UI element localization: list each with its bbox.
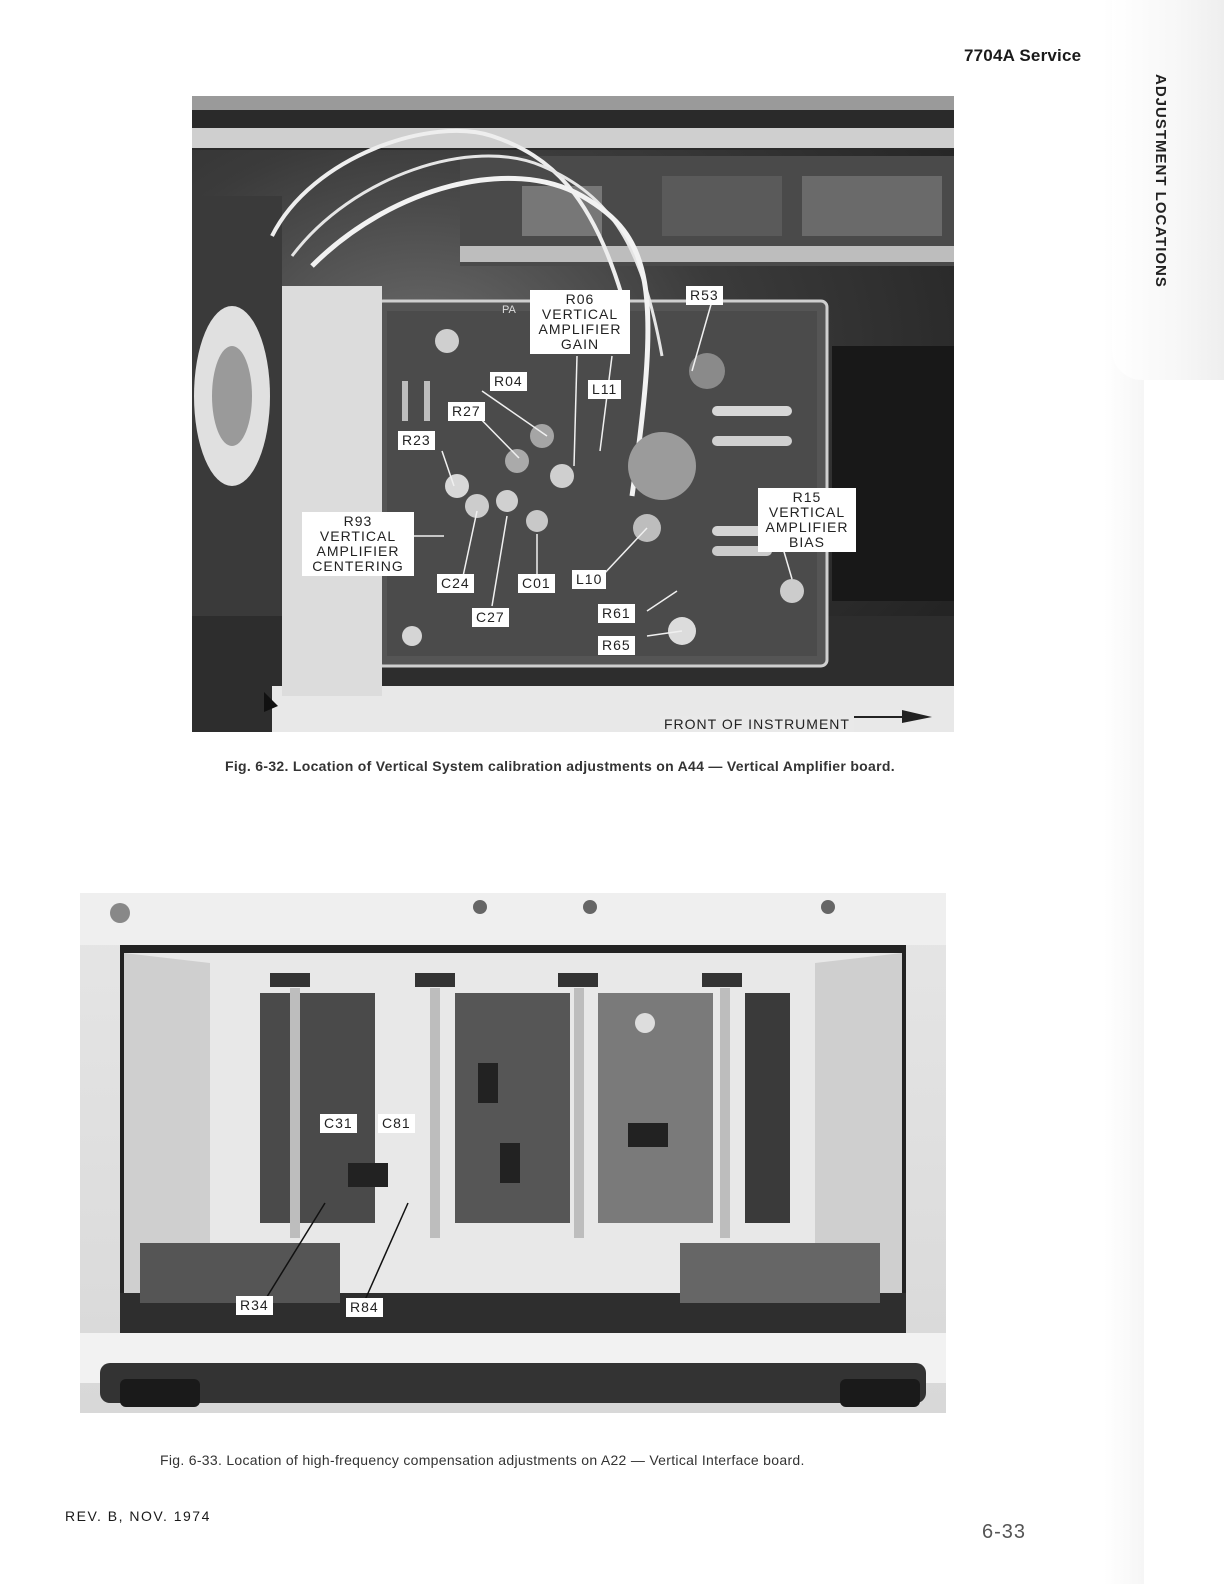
label-r15-vertical-amplifier-bias: R15 VERTICAL AMPLIFIER BIAS	[758, 488, 856, 552]
label-r04: R04	[490, 372, 527, 391]
label-r27: R27	[448, 402, 485, 421]
label-r61: R61	[598, 604, 635, 623]
figure-6-32-caption: Fig. 6-32. Location of Vertical System calibration adjustments on A44 — Vertical Amplifier board.	[225, 758, 895, 774]
label-c01: C01	[518, 574, 555, 593]
vertical-amplifier-board-photo	[192, 96, 954, 732]
label-c24: C24	[437, 574, 474, 593]
page-header-title: 7704A Service	[964, 46, 1082, 65]
vertical-interface-board-photo	[80, 893, 946, 1413]
label-r65: R65	[598, 636, 635, 655]
board-marking: PA	[502, 304, 516, 316]
label-r93-vertical-amplifier-centering: R93 VERTICAL AMPLIFIER CENTERING	[302, 512, 414, 576]
label-c81: C81	[378, 1114, 415, 1133]
side-tab-label: ADJUSTMENT LOCATIONS	[1152, 74, 1169, 288]
label-c27: C27	[472, 608, 509, 627]
label-r34: R34	[236, 1296, 273, 1315]
label-r53: R53	[686, 286, 723, 305]
label-l11: L11	[588, 380, 621, 399]
page-number: 6-33	[982, 1521, 1027, 1543]
label-r23: R23	[398, 431, 435, 450]
label-c31: C31	[320, 1114, 357, 1133]
figure-6-33-caption: Fig. 6-33. Location of high-frequency compensation adjustments on A22 — Vertical Interface board.	[160, 1452, 805, 1468]
front-of-instrument-label: FRONT OF INSTRUMENT	[660, 716, 854, 732]
revision-note: REV. B, NOV. 1974	[65, 1508, 211, 1524]
interface-photo-drawing	[80, 893, 946, 1413]
label-l10: L10	[572, 570, 606, 589]
label-r84: R84	[346, 1298, 383, 1317]
board-photo-drawing	[192, 96, 954, 732]
label-r06-vertical-amplifier-gain: R06 VERTICAL AMPLIFIER GAIN	[530, 290, 630, 354]
